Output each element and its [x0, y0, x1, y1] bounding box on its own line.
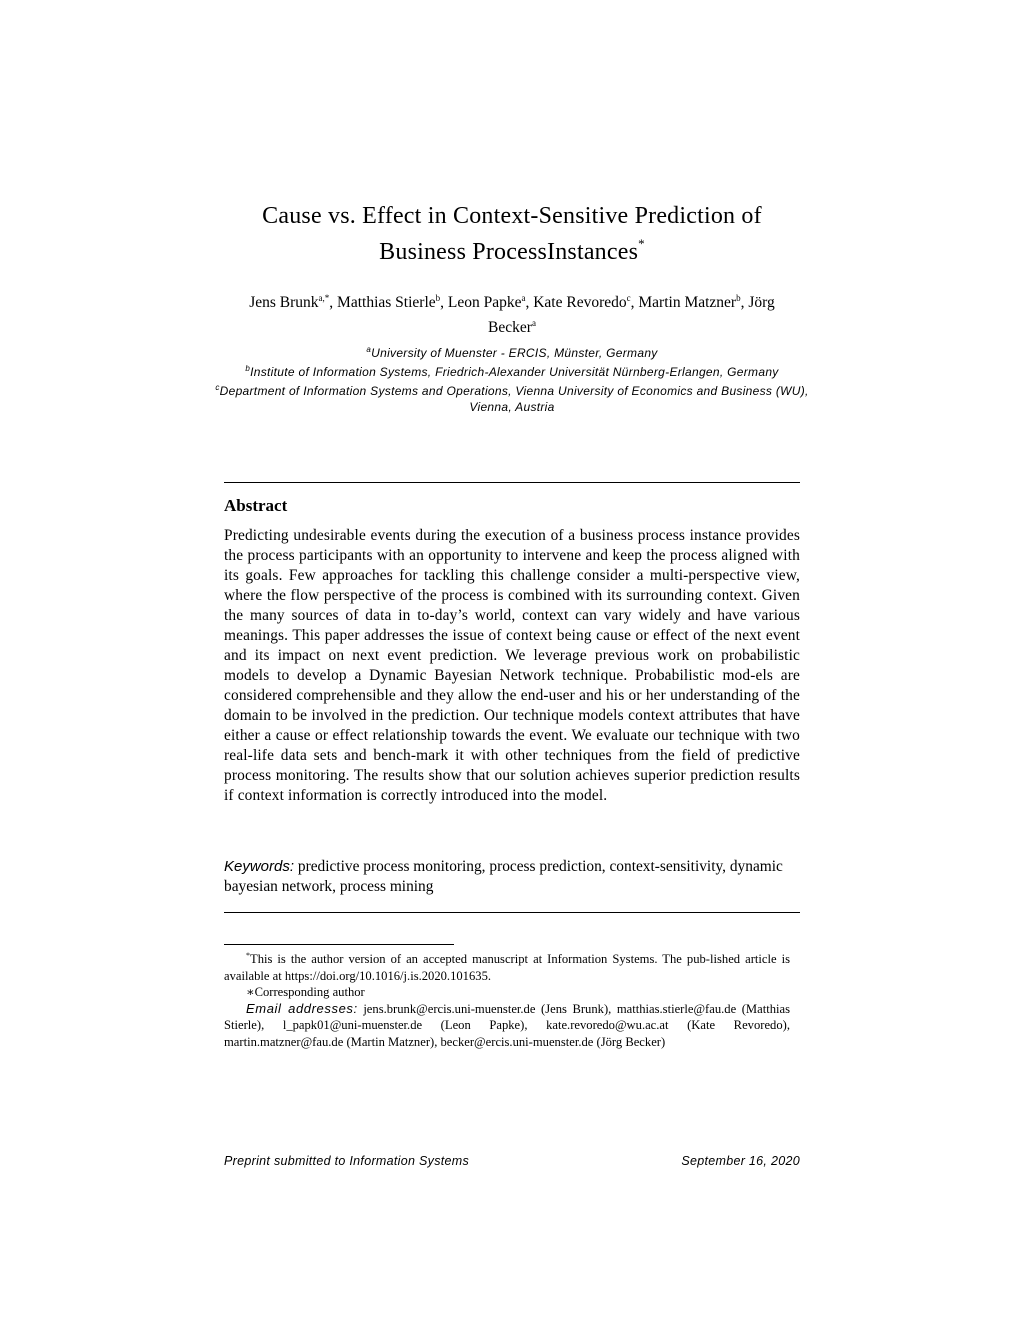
affiliation-text: Department of Information Systems and Operations, Vienna University of Economics and Business (WU), Vienna, Austria	[219, 384, 809, 414]
author-affiliation-mark: c	[626, 293, 631, 303]
bottom-divider	[224, 912, 800, 913]
title-line-1: Cause vs. Effect in Context-Sensitive Prediction of	[262, 203, 762, 229]
page-footer	[224, 1154, 800, 1168]
affiliation	[214, 361, 810, 380]
title-line-2-text: Business ProcessInstances	[379, 239, 639, 265]
author-list	[224, 288, 800, 338]
author	[337, 294, 448, 311]
affiliation-list	[214, 342, 810, 415]
author-separator: ,	[740, 294, 749, 312]
corresponding-text: Corresponding author	[254, 985, 365, 1000]
footnote-star-text: This is the author version of an accepted manuscript at Information Systems. The pub-lished article is available at https://doi.org/10.1016/j.is.2020.101635.	[224, 952, 790, 983]
author-name: Leon Papke	[447, 294, 522, 312]
author-name: Jens Brunk	[249, 294, 319, 312]
keywords	[224, 857, 800, 897]
author-separator: ,	[630, 294, 639, 312]
author-affiliation-mark: a	[521, 293, 526, 303]
affiliation	[214, 342, 810, 361]
footnote-star-mark: *	[246, 951, 250, 960]
footnote-author-version	[224, 948, 790, 984]
author	[448, 294, 533, 311]
title-footnote-mark: *	[638, 236, 645, 251]
affiliation-mark: b	[245, 364, 251, 373]
author-separator: ,	[525, 294, 534, 312]
keywords-text: predictive process monitoring, process prediction, context-sensitivity, dynamic bayesian network, process mining	[224, 858, 783, 895]
paper-title	[200, 202, 824, 267]
footer-preprint: Preprint submitted to Information Systems	[224, 1154, 470, 1168]
affiliation	[214, 380, 810, 415]
author	[638, 294, 748, 311]
footnote-emails	[224, 1001, 790, 1051]
affiliation-mark: a	[366, 345, 372, 354]
author	[249, 294, 337, 311]
top-divider	[224, 482, 800, 483]
corresponding-mark: ∗	[246, 985, 255, 1000]
title-line-2	[200, 231, 824, 267]
author-affiliation-mark: b	[736, 293, 741, 303]
author-separator: ,	[329, 294, 338, 312]
affiliation-text: University of Muenster - ERCIS, Münster, Germany	[371, 346, 658, 360]
author-name: Jörg Becker	[488, 294, 775, 337]
author-name: Martin Matzner	[638, 294, 737, 312]
footnote-rule	[224, 944, 454, 945]
author-name: Kate Revoredo	[533, 294, 627, 312]
email-label: Email addresses:	[246, 1000, 358, 1016]
email-list: jens.brunk@ercis.uni-muenster.de (Jens Brunk), matthias.stierle@fau.de (Matthias Stierle), l_papk01@uni-muenster.de (Leon Papke), kate.revoredo@wu.ac.at (Kate Revoredo), martin.matzner@fau.de (Martin Matzner), becker@ercis.uni-muenster.de (Jörg Becker)	[224, 1001, 790, 1049]
affiliation-text: Institute of Information Systems, Friedrich-Alexander Universität Nürnberg-Erlangen, Germany	[250, 365, 779, 379]
author-name: Matthias Stierle	[337, 294, 436, 312]
affiliation-mark: c	[215, 383, 220, 392]
author-separator: ,	[440, 294, 448, 312]
abstract-heading: Abstract	[224, 496, 288, 515]
footnotes	[224, 948, 790, 1050]
footer-date: September 16, 2020	[681, 1154, 800, 1168]
author-affiliation-mark: a,*	[318, 293, 330, 303]
author	[533, 294, 638, 311]
author-affiliation-mark: a	[531, 318, 536, 329]
author-affiliation-mark: b	[435, 293, 441, 303]
footnote-corresponding	[224, 984, 790, 1001]
keywords-label: Keywords:	[224, 858, 295, 875]
abstract-text: Predicting undesirable events during the execution of a business process instance provides the process participants with an opportunity to intervene and keep the process aligned with its goals. Few approaches for tackling this challenge consider a multi-perspective view, where the flow perspective of the process is combined with its surrounding context. Given the many sources of data in to-day’s world, context can vary widely and have various meanings. This paper addresses the issue of context being cause or effect of the next event and its impact on next event prediction. We leverage previous work on probabilistic models to develop a Dynamic Bayesian Network technique. Probabilistic mod-els are considered comprehensible and they allow the end-user and his or her understanding of the domain to be involved in the prediction. Our technique models context attributes that have either a cause or effect relationship towards the event. We evaluate our technique with two real-life data sets and bench-mark it with other techniques from the field of predictive process monitoring. The results show that our solution achieves superior prediction results if context information is correctly introduced into the model.	[224, 527, 800, 804]
